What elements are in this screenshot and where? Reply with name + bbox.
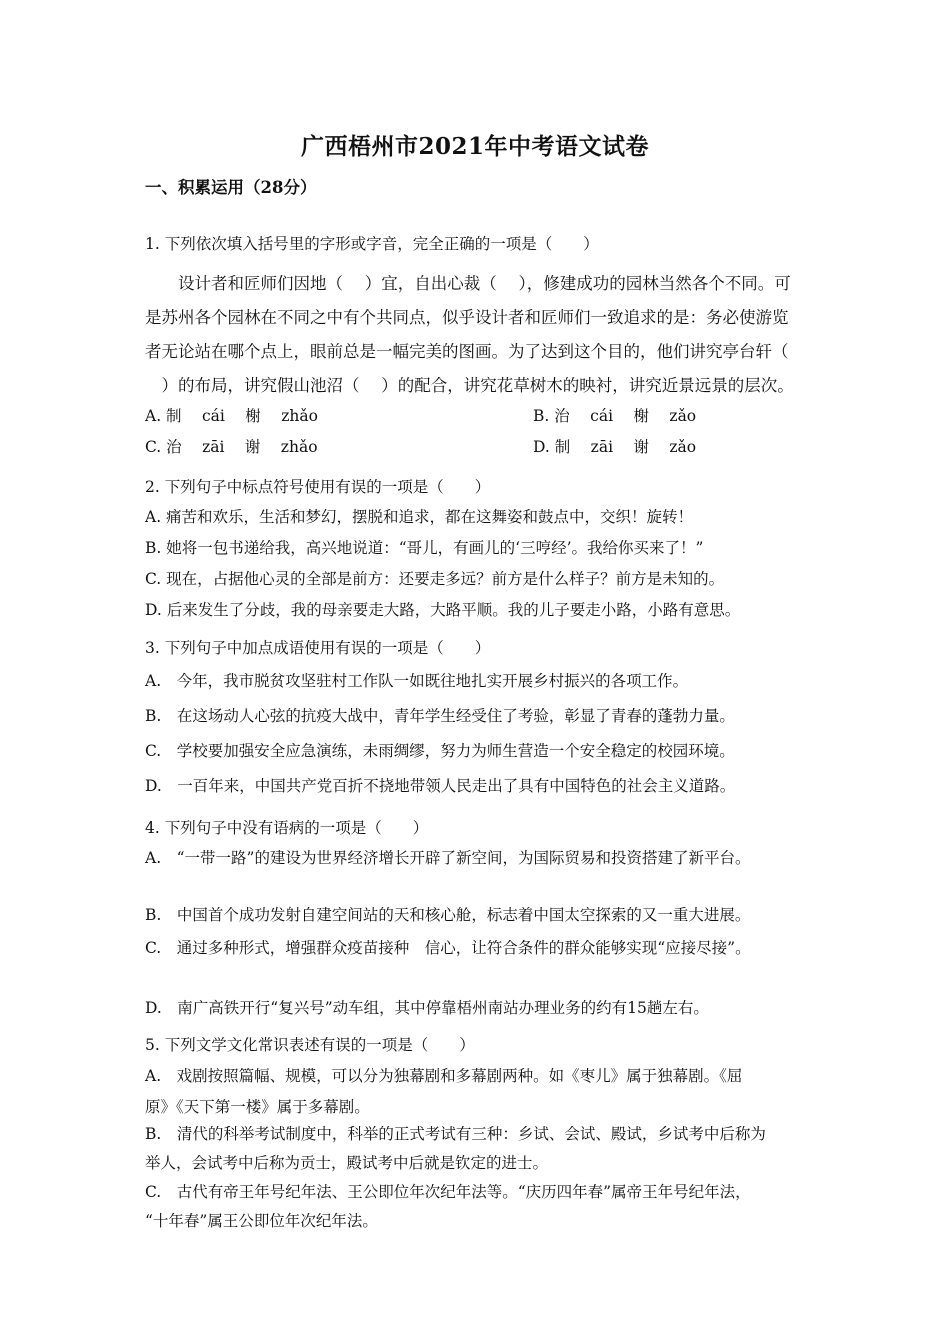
q5-option-b-line-2: 举人，会试考中后称为贡士，殿试考中后就是钦定的进士。 bbox=[145, 1154, 549, 1172]
question-2-stem: 2. 下列句子中标点符号使用有误的一项是（ ） bbox=[145, 478, 491, 496]
q1-option-a: A. 制 cái 榭 zhǎo bbox=[145, 407, 318, 425]
passage-line-3: 者无论站在哪个点上，眼前总是一幅完美的图画。为了达到这个目的，他们讲究亭台轩（ bbox=[145, 342, 789, 361]
section-heading: 一、积累运用（28分） bbox=[145, 178, 317, 197]
q3-option-d: D. 一百年来，中国共产党百折不挠地带领人民走出了具有中国特色的社会主义道路。 bbox=[145, 777, 736, 795]
q5-option-b-line-1: B. 清代的科举考试制度中，科举的正式考试有三种：乡试、会试、殿试，乡试考中后称为 bbox=[145, 1125, 766, 1143]
q5-option-a-line-1: A. 戏剧按照篇幅、规模，可以分为独幕剧和多幕剧两种。如《枣儿》属于独幕剧。《屈 bbox=[145, 1067, 743, 1085]
question-3-stem: 3. 下列句子中加点成语使用有误的一项是（ ） bbox=[145, 639, 491, 657]
page-title: 广西梧州市2021年中考语文试卷 bbox=[300, 133, 649, 160]
q1-option-b: B. 治 cái 榭 zǎo bbox=[533, 407, 697, 425]
question-4-stem: 4. 下列句子中没有语病的一项是（ ） bbox=[145, 819, 429, 837]
q2-option-a: A. 痛苦和欢乐，生活和梦幻，摆脱和追求，都在这舞姿和鼓点中，交织！旋转！ bbox=[145, 508, 694, 526]
q5-option-a-line-2: 原》《天下第一楼》属于多幕剧。 bbox=[145, 1098, 370, 1116]
passage-line-4: ）的布局，讲究假山池沼（ ）的配合，讲究花草树木的映衬，讲究近景远景的层次。 bbox=[145, 376, 794, 395]
q5-option-c-line-1: C. 古代有帝王年号纪年法、王公即位年次纪年法等。“庆历四年春”属帝王年号纪年法， bbox=[145, 1183, 751, 1201]
q3-option-c: C. 学校要加强安全应急演练，未雨绸缪，努力为师生营造一个安全稳定的校园环境。 bbox=[145, 742, 735, 760]
q1-option-d: D. 制 zāi 谢 zǎo bbox=[533, 438, 697, 456]
q5-option-c-line-2: “十年春”属王公即位年次纪年法。 bbox=[145, 1212, 378, 1230]
q3-option-b: B. 在这场动人心弦的抗疫大战中，青年学生经受住了考验，彰显了青春的蓬勃力量。 bbox=[145, 707, 735, 725]
q2-option-d: D. 后来发生了分歧，我的母亲要走大路，大路平顺。我的儿子要走小路，小路有意思。 bbox=[145, 601, 741, 619]
passage-line-1: 设计者和匠师们因地（ ）宜，自出心裁（ ），修建成功的园林当然各个不同。可 bbox=[145, 274, 791, 293]
q4-option-a: A. “一带一路”的建设为世界经济增长开辟了新空间，为国际贸易和投资搭建了新平台。 bbox=[145, 849, 751, 867]
q2-option-b: B. 她将一包书递给我，高兴地说道：“哥儿，有画儿的‘三哼经’。我给你买来了！” bbox=[145, 539, 704, 557]
q4-option-c: C. 通过多种形式，增强群众疫苗接种 信心，让符合条件的群众能够实现“应接尽接”。 bbox=[145, 939, 751, 957]
q1-option-c: C. 治 zāi 谢 zhǎo bbox=[145, 438, 318, 456]
question-1-stem: 1. 下列依次填入括号里的字形或字音，完全正确的一项是（ ） bbox=[145, 235, 599, 253]
question-5-stem: 5. 下列文学文化常识表述有误的一项是（ ） bbox=[145, 1036, 475, 1054]
q2-option-c: C. 现在，占据他心灵的全部是前方：还要走多远？前方是什么样子？前方是未知的。 bbox=[145, 570, 725, 588]
q4-option-d: D. 南广高铁开行“复兴号”动车组，其中停靠梧州南站办理业务的约有15趟左右。 bbox=[145, 999, 709, 1017]
q4-option-b: B. 中国首个成功发射自建空间站的天和核心舱，标志着中国太空探索的又一重大进展。 bbox=[145, 906, 751, 924]
q3-option-a: A. 今年，我市脱贫攻坚驻村工作队一如既往地扎实开展乡村振兴的各项工作。 bbox=[145, 672, 689, 690]
passage-line-2: 是苏州各个园林在不同之中有个共同点，似乎设计者和匠师们一致追求的是：务必使游览 bbox=[145, 308, 789, 327]
